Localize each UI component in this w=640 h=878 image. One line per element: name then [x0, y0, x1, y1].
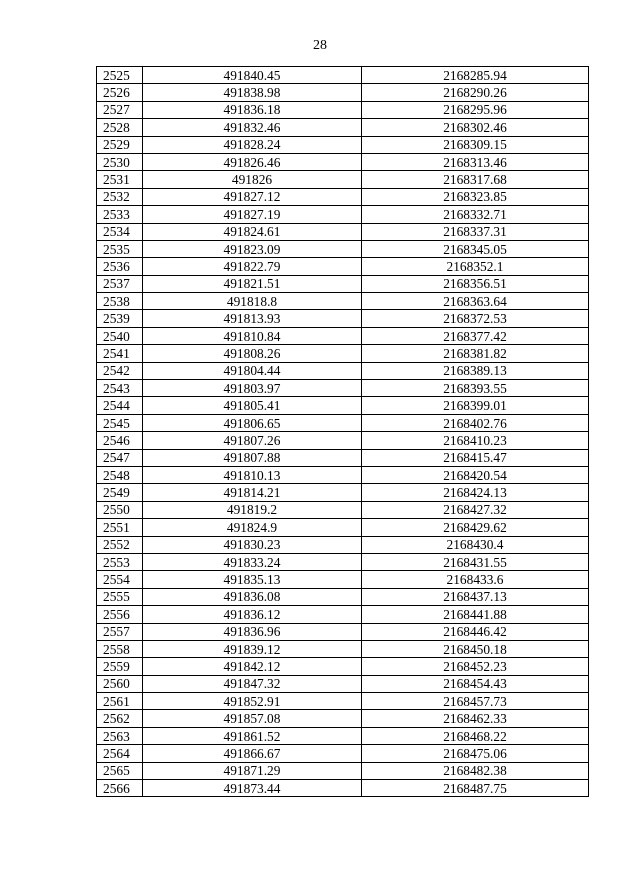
point-number-cell: 2564 [97, 745, 143, 762]
x-coordinate-cell: 491833.24 [143, 553, 362, 570]
x-coordinate-cell: 491836.18 [143, 101, 362, 118]
y-coordinate-cell: 2168415.47 [362, 449, 589, 466]
table-row [97, 710, 589, 727]
x-coordinate-cell: 491823.09 [143, 240, 362, 257]
point-number-cell: 2532 [97, 188, 143, 205]
point-number-cell: 2563 [97, 727, 143, 744]
x-coordinate-cell: 491806.65 [143, 414, 362, 431]
x-coordinate-cell: 491821.51 [143, 275, 362, 292]
x-coordinate-cell: 491822.79 [143, 258, 362, 275]
point-number-cell: 2565 [97, 762, 143, 779]
point-number-cell: 2566 [97, 780, 143, 797]
x-coordinate-cell: 491836.12 [143, 606, 362, 623]
y-coordinate-cell: 2168427.32 [362, 501, 589, 518]
y-coordinate-cell: 2168457.73 [362, 693, 589, 710]
point-number-cell: 2541 [97, 345, 143, 362]
y-coordinate-cell: 2168468.22 [362, 727, 589, 744]
point-number-cell: 2557 [97, 623, 143, 640]
x-coordinate-cell: 491824.61 [143, 223, 362, 240]
table-row [97, 432, 589, 449]
point-number-cell: 2540 [97, 327, 143, 344]
y-coordinate-cell: 2168352.1 [362, 258, 589, 275]
table-row [97, 101, 589, 118]
x-coordinate-cell: 491808.26 [143, 345, 362, 362]
x-coordinate-cell: 491814.21 [143, 484, 362, 501]
x-coordinate-cell: 491827.19 [143, 206, 362, 223]
x-coordinate-cell: 491805.41 [143, 397, 362, 414]
table-row [97, 258, 589, 275]
x-coordinate-cell: 491839.12 [143, 640, 362, 657]
table-row [97, 223, 589, 240]
point-number-cell: 2543 [97, 380, 143, 397]
y-coordinate-cell: 2168441.88 [362, 606, 589, 623]
y-coordinate-cell: 2168429.62 [362, 519, 589, 536]
y-coordinate-cell: 2168402.76 [362, 414, 589, 431]
point-number-cell: 2550 [97, 501, 143, 518]
point-number-cell: 2555 [97, 588, 143, 605]
point-number-cell: 2559 [97, 658, 143, 675]
y-coordinate-cell: 2168290.26 [362, 84, 589, 101]
y-coordinate-cell: 2168475.06 [362, 745, 589, 762]
x-coordinate-cell: 491840.45 [143, 67, 362, 84]
x-coordinate-cell: 491810.84 [143, 327, 362, 344]
y-coordinate-cell: 2168450.18 [362, 640, 589, 657]
y-coordinate-cell: 2168372.53 [362, 310, 589, 327]
x-coordinate-cell: 491819.2 [143, 501, 362, 518]
point-number-cell: 2553 [97, 553, 143, 570]
x-coordinate-cell: 491830.23 [143, 536, 362, 553]
y-coordinate-cell: 2168313.46 [362, 153, 589, 170]
table-row [97, 240, 589, 257]
point-number-cell: 2538 [97, 293, 143, 310]
x-coordinate-cell: 491807.88 [143, 449, 362, 466]
x-coordinate-cell: 491857.08 [143, 710, 362, 727]
table-row [97, 136, 589, 153]
table-row [97, 780, 589, 797]
table-row [97, 380, 589, 397]
table-row [97, 745, 589, 762]
point-number-cell: 2528 [97, 119, 143, 136]
x-coordinate-cell: 491803.97 [143, 380, 362, 397]
point-number-cell: 2548 [97, 466, 143, 483]
x-coordinate-cell: 491842.12 [143, 658, 362, 675]
table-row [97, 658, 589, 675]
table-row [97, 606, 589, 623]
table-row [97, 414, 589, 431]
table-row [97, 640, 589, 657]
y-coordinate-cell: 2168431.55 [362, 553, 589, 570]
y-coordinate-cell: 2168356.51 [362, 275, 589, 292]
point-number-cell: 2547 [97, 449, 143, 466]
point-number-cell: 2558 [97, 640, 143, 657]
table-row [97, 206, 589, 223]
table-row [97, 327, 589, 344]
point-number-cell: 2551 [97, 519, 143, 536]
point-number-cell: 2544 [97, 397, 143, 414]
y-coordinate-cell: 2168381.82 [362, 345, 589, 362]
point-number-cell: 2554 [97, 571, 143, 588]
y-coordinate-cell: 2168410.23 [362, 432, 589, 449]
x-coordinate-cell: 491873.44 [143, 780, 362, 797]
y-coordinate-cell: 2168337.31 [362, 223, 589, 240]
point-number-cell: 2542 [97, 362, 143, 379]
y-coordinate-cell: 2168363.64 [362, 293, 589, 310]
table-row [97, 519, 589, 536]
y-coordinate-cell: 2168323.85 [362, 188, 589, 205]
y-coordinate-cell: 2168317.68 [362, 171, 589, 188]
table-row [97, 397, 589, 414]
x-coordinate-cell: 491835.13 [143, 571, 362, 588]
point-number-cell: 2536 [97, 258, 143, 275]
point-number-cell: 2562 [97, 710, 143, 727]
point-number-cell: 2535 [97, 240, 143, 257]
table-row [97, 153, 589, 170]
y-coordinate-cell: 2168285.94 [362, 67, 589, 84]
point-number-cell: 2546 [97, 432, 143, 449]
x-coordinate-cell: 491826.46 [143, 153, 362, 170]
point-number-cell: 2529 [97, 136, 143, 153]
table-row [97, 449, 589, 466]
table-row [97, 501, 589, 518]
point-number-cell: 2545 [97, 414, 143, 431]
point-number-cell: 2525 [97, 67, 143, 84]
x-coordinate-cell: 491824.9 [143, 519, 362, 536]
y-coordinate-cell: 2168424.13 [362, 484, 589, 501]
x-coordinate-cell: 491827.12 [143, 188, 362, 205]
y-coordinate-cell: 2168389.13 [362, 362, 589, 379]
x-coordinate-cell: 491836.96 [143, 623, 362, 640]
table-row [97, 293, 589, 310]
x-coordinate-cell: 491871.29 [143, 762, 362, 779]
table-row [97, 588, 589, 605]
table-row [97, 188, 589, 205]
x-coordinate-cell: 491828.24 [143, 136, 362, 153]
x-coordinate-cell: 491807.26 [143, 432, 362, 449]
y-coordinate-cell: 2168420.54 [362, 466, 589, 483]
table-row [97, 762, 589, 779]
point-number-cell: 2537 [97, 275, 143, 292]
y-coordinate-cell: 2168446.42 [362, 623, 589, 640]
point-number-cell: 2549 [97, 484, 143, 501]
x-coordinate-cell: 491818.8 [143, 293, 362, 310]
point-number-cell: 2561 [97, 693, 143, 710]
point-number-cell: 2534 [97, 223, 143, 240]
point-number-cell: 2533 [97, 206, 143, 223]
y-coordinate-cell: 2168452.23 [362, 658, 589, 675]
y-coordinate-cell: 2168482.38 [362, 762, 589, 779]
table-row [97, 275, 589, 292]
y-coordinate-cell: 2168430.4 [362, 536, 589, 553]
x-coordinate-cell: 491847.32 [143, 675, 362, 692]
x-coordinate-cell: 491810.13 [143, 466, 362, 483]
y-coordinate-cell: 2168437.13 [362, 588, 589, 605]
table-row [97, 623, 589, 640]
table-row [97, 571, 589, 588]
point-number-cell: 2531 [97, 171, 143, 188]
point-number-cell: 2539 [97, 310, 143, 327]
y-coordinate-cell: 2168399.01 [362, 397, 589, 414]
coordinates-table-body [97, 67, 589, 797]
table-row [97, 553, 589, 570]
x-coordinate-cell: 491836.08 [143, 588, 362, 605]
table-row [97, 727, 589, 744]
table-row [97, 84, 589, 101]
y-coordinate-cell: 2168433.6 [362, 571, 589, 588]
y-coordinate-cell: 2168462.33 [362, 710, 589, 727]
point-number-cell: 2526 [97, 84, 143, 101]
x-coordinate-cell: 491826 [143, 171, 362, 188]
y-coordinate-cell: 2168345.05 [362, 240, 589, 257]
y-coordinate-cell: 2168309.15 [362, 136, 589, 153]
x-coordinate-cell: 491813.93 [143, 310, 362, 327]
table-row [97, 693, 589, 710]
table-row [97, 466, 589, 483]
x-coordinate-cell: 491861.52 [143, 727, 362, 744]
point-number-cell: 2530 [97, 153, 143, 170]
y-coordinate-cell: 2168302.46 [362, 119, 589, 136]
table-row [97, 675, 589, 692]
x-coordinate-cell: 491866.67 [143, 745, 362, 762]
x-coordinate-cell: 491852.91 [143, 693, 362, 710]
coordinates-table [96, 66, 589, 797]
point-number-cell: 2527 [97, 101, 143, 118]
table-row [97, 362, 589, 379]
point-number-cell: 2552 [97, 536, 143, 553]
point-number-cell: 2560 [97, 675, 143, 692]
table-row [97, 67, 589, 84]
table-row [97, 536, 589, 553]
x-coordinate-cell: 491838.98 [143, 84, 362, 101]
y-coordinate-cell: 2168454.43 [362, 675, 589, 692]
x-coordinate-cell: 491832.46 [143, 119, 362, 136]
y-coordinate-cell: 2168393.55 [362, 380, 589, 397]
y-coordinate-cell: 2168487.75 [362, 780, 589, 797]
x-coordinate-cell: 491804.44 [143, 362, 362, 379]
table-row [97, 345, 589, 362]
y-coordinate-cell: 2168295.96 [362, 101, 589, 118]
table-row [97, 119, 589, 136]
table-row [97, 310, 589, 327]
y-coordinate-cell: 2168377.42 [362, 327, 589, 344]
page-number: 28 [313, 38, 327, 53]
table-row [97, 484, 589, 501]
point-number-cell: 2556 [97, 606, 143, 623]
y-coordinate-cell: 2168332.71 [362, 206, 589, 223]
table-row [97, 171, 589, 188]
